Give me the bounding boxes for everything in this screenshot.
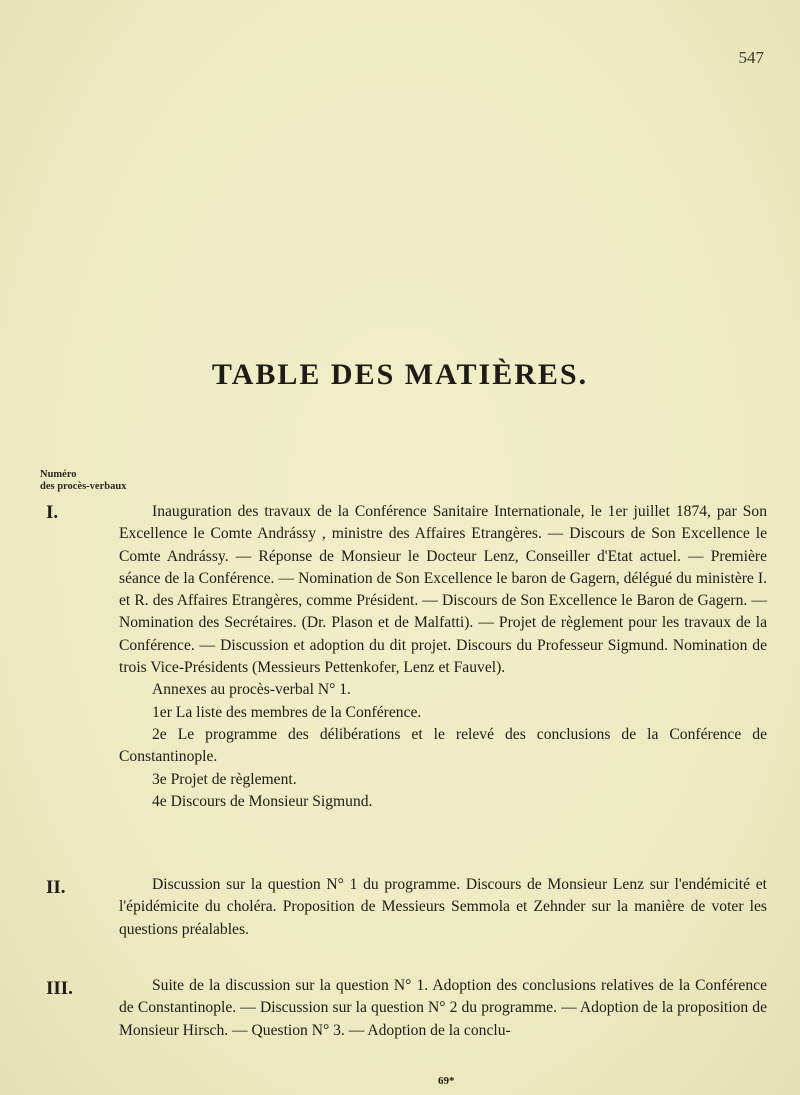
signature-mark: 69* [438, 1075, 455, 1087]
entry-text [119, 501, 767, 813]
column-header-line-1: Numéro [40, 469, 77, 480]
entry-numeral: III. [46, 978, 73, 999]
entry-paragraph: 2e Le programme des délibérations et le relevé des conclusions de la Conférence de Constantinople. [119, 725, 767, 766]
entry-paragraph: 4e Discours de Monsieur Sigmund. [152, 792, 373, 810]
entry-numeral: II. [46, 877, 66, 898]
entry-paragraph: Discussion sur la question N° 1 du programme. Discours de Monsieur Lenz sur l'endémicité et l'épidémicite du choléra. Proposition de Messieurs Semmola et Zehnder sur la manière de voter les questions préalables. [119, 876, 767, 938]
column-header-line-2: des procès-verbaux [40, 481, 127, 492]
entry-paragraph: 1er La liste des membres de la Conférence. [152, 703, 422, 721]
page-title: TABLE DES MATIÈRES. [211, 358, 589, 391]
entry-text [119, 975, 767, 1042]
entry-paragraph: 3e Projet de règlement. [152, 770, 297, 788]
entry-paragraph: Annexes au procès-verbal N° 1. [152, 681, 351, 699]
entry-numeral: I. [46, 502, 59, 523]
entry-paragraph: Inauguration des travaux de la Conférence Sanitaire Internationale, le 1er juillet 1874, par Son Excellence le Comte Andrássy , ministre des Affaires Etrangères. — Discours de Son Excellence le Comte Andrássy. — Réponse de Monsieur le Docteur Lenz, Conseiller d'Etat actuel. — Première séance de la Conférence. — Nomination de Son Excellence le baron de Gagern, délégué du ministère I. et R. des Affaires Etrangères, comme Président. — Discours de Son Excellence le Baron de Gagern. — Nomination des Secrétaires. (Dr. Plason et de Malfatti). — Projet de règlement pour les travaux de la Conférence. — Discussion et adoption du dit projet. Discours du Professeur Sigmund. Nomination de trois Vice-Présidents (Messieurs Pettenkofer, Lenz et Fauvel). [119, 503, 767, 677]
entry-text [119, 874, 767, 941]
entry-paragraph: Suite de la discussion sur la question N° 1. Adoption des conclusions relatives de la Conférence de Constantinople. — Discussion sur la question N° 2 du programme. — Adoption de la proposition de Monsieur Hirsch. — Question N° 3. — Adoption de la conclu- [119, 977, 767, 1039]
column-header [40, 469, 126, 493]
page-number: 547 [738, 48, 764, 67]
